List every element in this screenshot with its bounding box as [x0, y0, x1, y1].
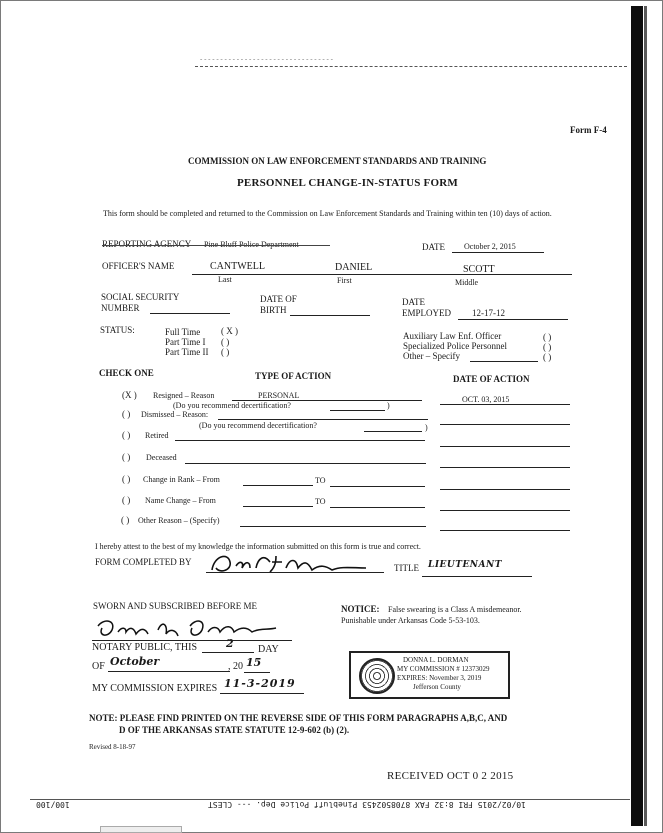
notary-month-value: October [110, 655, 160, 668]
notary-month-underline [108, 671, 230, 672]
instructions: This form should be completed and returned to the Commission on Law Enforcement Standards and Training within ten (10) days of action. [103, 209, 552, 218]
fax-header-top: - - - - - - - - - - - - - - - - - - - - - - - - - - - - - - - - - [200, 55, 333, 63]
officer-first-name: DANIEL [335, 262, 373, 273]
part-time-1-label: Part Time I [165, 337, 206, 347]
notary-public-label: NOTARY PUBLIC, THIS [92, 642, 198, 653]
officer-middle-name: SCOTT [463, 264, 495, 275]
stamp-name: DONNA L. DORMAN [403, 656, 469, 664]
retired-mark: ( ) [122, 430, 131, 440]
deceased-underline [185, 463, 426, 464]
specialized-mark: ( ) [543, 342, 552, 352]
employed-value: 12-17-12 [472, 308, 505, 318]
dismissed-mark: ( ) [122, 409, 131, 419]
other-status-underline [470, 361, 538, 362]
resigned-date-underline [440, 404, 570, 405]
dob-label: DATE OF [260, 294, 297, 304]
name-from-underline [243, 506, 313, 507]
scan-edge-shadow-inner [644, 6, 647, 826]
dismissed-label: Dismissed – Reason: [141, 410, 209, 419]
name-to-label: TO [315, 497, 326, 506]
officer-signature [206, 548, 386, 578]
notice-text: False swearing is a Class A misdemeanor. [388, 605, 522, 614]
employed-label: DATE [402, 297, 425, 307]
dismissed-decert-close: ) [425, 423, 428, 432]
resigned-mark: (X ) [122, 390, 137, 400]
commission-title: COMMISSION ON LAW ENFORCEMENT STANDARDS AND TRAINING [188, 156, 487, 166]
full-time-mark: ( X ) [221, 326, 238, 336]
date-value: October 2, 2015 [464, 242, 516, 251]
dismissed-reason-underline [218, 419, 428, 420]
ssn-label: SOCIAL SECURITY [101, 292, 180, 302]
retired-label: Retired [145, 431, 169, 440]
fax-page-count: 100/100 [36, 800, 70, 809]
officer-name-underline [192, 274, 572, 275]
employed-underline [458, 319, 568, 320]
stamp-county: Jefferson County [413, 683, 461, 691]
check-one-header: CHECK ONE [99, 368, 154, 378]
resigned-date: OCT. 03, 2015 [462, 395, 510, 404]
reporting-agency-label: REPORTING AGENCY [102, 239, 192, 249]
dob-underline [290, 315, 370, 316]
name-date-underline [440, 510, 570, 511]
employed-label-2: EMPLOYED [402, 308, 451, 318]
rank-change-mark: ( ) [122, 474, 131, 484]
ssn-underline [150, 313, 230, 314]
revised-date: Revised 8-18-97 [89, 743, 136, 751]
stamp-commission: MY COMMISSION # 12373029 [397, 665, 490, 673]
commission-expires-value: 11-3-2019 [224, 677, 296, 690]
rank-to-label: TO [315, 476, 326, 485]
other-status-label: Other – Specify [403, 351, 460, 361]
rank-to-underline [330, 486, 425, 487]
full-time-label: Full Time [165, 327, 201, 337]
reporting-agency-value: Pine Bluff Police Department [204, 240, 299, 249]
agency-strike [102, 245, 330, 246]
dismissed-decert-question: (Do you recommend decertification? [199, 421, 317, 430]
middle-caption: Middle [455, 278, 479, 287]
date-of-action-header: DATE OF ACTION [453, 374, 530, 384]
other-reason-underline [240, 526, 426, 527]
notary-year-value: 15 [246, 656, 262, 669]
notary-day-underline [202, 652, 254, 653]
ssn-label-2: NUMBER [101, 303, 140, 313]
stamp-expires: EXPIRES: November 3, 2019 [397, 674, 482, 682]
other-reason-mark: ( ) [121, 515, 130, 525]
title-underline [422, 576, 532, 577]
resigned-decert-question: (Do you recommend decertification? [173, 401, 291, 410]
form-completed-by-label: FORM COMPLETED BY [95, 557, 192, 567]
form-number: Form F-4 [570, 125, 607, 135]
sworn-label: SWORN AND SUBSCRIBED BEFORE ME [93, 601, 258, 611]
title-label: TITLE [394, 563, 419, 573]
notary-seal-icon [359, 658, 395, 694]
resigned-decert-close: ) [387, 401, 390, 410]
commission-expires-underline [220, 693, 304, 694]
document-page [8, 8, 633, 823]
title-value: LIEUTENANT [428, 560, 502, 570]
resigned-decert-underline [330, 410, 385, 411]
name-change-mark: ( ) [122, 495, 131, 505]
rank-from-underline [243, 485, 313, 486]
notary-day-label: DAY [258, 644, 279, 655]
auxiliary-label: Auxiliary Law Enf. Officer [403, 331, 502, 341]
fax-transmission-line: 10/02/2015 FRI 8:32 FAX 8708502453 Pinebluff Police Dep. --- CLEST [208, 800, 526, 809]
received-stamp: RECEIVED OCT 0 2 2015 [387, 770, 514, 782]
resigned-label: Resigned – Reason [153, 391, 215, 400]
notary-stamp [349, 651, 510, 699]
other-date-underline [440, 530, 570, 531]
name-change-label: Name Change – From [145, 496, 216, 505]
first-caption: First [337, 276, 352, 285]
part-time-2-label: Part Time II [165, 347, 209, 357]
fax-header-rule [195, 66, 627, 67]
notice-text-2: Punishable under Arkansas Code 5-53-103. [341, 616, 480, 625]
part-time-2-mark: ( ) [221, 347, 230, 357]
rank-change-label: Change in Rank – From [143, 475, 220, 484]
completed-by-underline [206, 572, 384, 573]
officer-last-name: CANTWELL [210, 261, 265, 272]
date-label: DATE [422, 242, 445, 252]
notice-label: NOTICE: [341, 604, 380, 614]
attestation-text: I hereby attest to the best of my knowledge the information submitted on this form is true and correct. [95, 542, 421, 551]
resigned-reason: PERSONAL [258, 391, 300, 400]
notary-year-underline [244, 672, 270, 673]
officer-name-label: OFFICER'S NAME [102, 261, 175, 271]
auxiliary-mark: ( ) [543, 332, 552, 342]
deceased-date-underline [440, 467, 570, 468]
status-label: STATUS: [100, 325, 135, 335]
viewer-scrollbar[interactable] [100, 826, 182, 833]
notary-signature [94, 614, 294, 642]
retired-date-underline [440, 446, 570, 447]
type-of-action-header: TYPE OF ACTION [255, 371, 332, 381]
last-caption: Last [218, 275, 232, 284]
notary-year-prefix: , 20 [228, 661, 243, 672]
other-status-mark: ( ) [543, 352, 552, 362]
specialized-label: Specialized Police Personnel [403, 341, 507, 351]
commission-expires-label: MY COMMISSION EXPIRES [92, 683, 218, 694]
notary-signature-underline [92, 640, 292, 641]
part-time-1-mark: ( ) [221, 337, 230, 347]
dismissed-date-underline [440, 424, 570, 425]
dismissed-decert-underline [364, 431, 422, 432]
footer-note-line-2: D OF THE ARKANSAS STATE STATUTE 12-9-602 (b) (2). [119, 725, 350, 735]
notary-day-value: 2 [226, 637, 234, 650]
retired-underline [175, 440, 425, 441]
rank-date-underline [440, 489, 570, 490]
dob-label-2: BIRTH [260, 305, 287, 315]
form-title: PERSONNEL CHANGE-IN-STATUS FORM [237, 177, 458, 189]
other-reason-label: Other Reason – (Specify) [138, 516, 220, 525]
scan-edge-shadow [631, 6, 643, 826]
name-to-underline [330, 507, 425, 508]
notary-of-label: OF [92, 661, 105, 672]
footer-note-line-1: NOTE: PLEASE FIND PRINTED ON THE REVERSE SIDE OF THIS FORM PARAGRAPHS A,B,C, AND [89, 713, 508, 723]
deceased-label: Deceased [146, 453, 177, 462]
date-underline [452, 252, 544, 253]
deceased-mark: ( ) [122, 452, 131, 462]
